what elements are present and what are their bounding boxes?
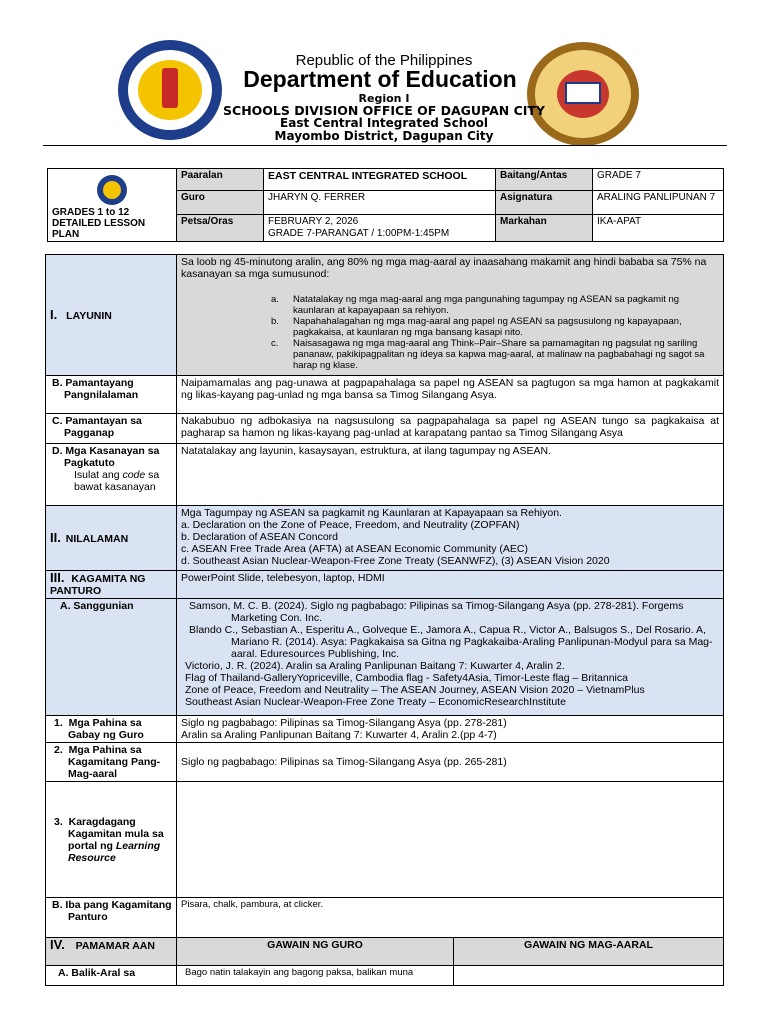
objective-item: a. Natatalakay ng mga mag-aaral ang mga pangunahing tagumpay ng ASEAN sa pagkamit ng kaunlaran at kapayapaan sa rehiyon.: [271, 294, 680, 316]
reference-item: Flag of Thailand-GalleryYopriceville, Cambodia flag - Safety4Asia, Timor-Leste flag – Britannica: [185, 672, 628, 684]
pamantayan-pagganap-text: Nakabubuo ng adbokasiya na nagsusulong sa pagpapahalaga sa papel ng ASEAN tungo sa pagkakaisa at pagharap sa hamon ng likas-kayang pag-unlad at karapatang pantao sa Timog Silangang Asya: [177, 414, 724, 444]
guro-label: Guro: [177, 191, 264, 215]
objective-item: b. Napahahalagahan ng mga mag-aaral ang papel ng ASEAN sa pagsusulong ng kapayapaan, pagkakaisa, at kaunlaran ng mga bansang kasapi nito.: [271, 316, 682, 338]
pamantayan-pagganap-row: [46, 414, 724, 444]
pamamaraan-roman: IV.: [50, 937, 65, 952]
layunin-label: LAYUNIN: [66, 309, 112, 322]
kasanayan-label: D. Mga Kasanayan sa Pagkatuto: [52, 445, 160, 469]
pahina-guro-row: [46, 716, 724, 743]
pamamaraan-label: PAMAMAR AAN: [75, 940, 155, 952]
kagamitan-label-cell: [46, 571, 177, 599]
sanggunian-content: [177, 599, 724, 716]
header-divider: [43, 145, 727, 146]
reference-item: Zone of Peace, Freedom and Neutrality – The ASEAN Journey, ASEAN Vision 2020 – VietnamPlus: [185, 684, 645, 696]
objective-item: c. Naisasagawa ng mga mag-aaral ang Think–Pair–Share sa pamamagitan ng pagsulat ng sariling pananaw, pakikipagpalitan ng ideya sa kapwa mag-aaral, at malinaw na pagbabahagi ng sagot sa harap ng klase.: [271, 338, 705, 371]
lesson-plan-table: [45, 254, 724, 986]
karagdagang-label: Karagdagang Kagamitan mula sa portal ng: [68, 815, 164, 852]
markahan-value: IKA-APAT: [593, 215, 724, 242]
balik-aral-guro-text: Bago natin talakayin ang bagong paksa, balikan muna: [177, 966, 454, 986]
kagamitan-roman: III.: [50, 570, 65, 585]
lesson-info-table: [47, 168, 724, 242]
karagdagang-row: [46, 782, 724, 898]
asignatura-label: Asignatura: [496, 191, 593, 215]
objectives-list: [181, 294, 719, 371]
balik-aral-row: [46, 966, 724, 986]
pamantayang-pangnilalaman-label: B. Pamantayang Pangnilalaman: [46, 376, 177, 414]
sanggunian-label: A. Sanggunian: [46, 599, 177, 716]
nilalaman-line: d. Southeast Asian Nuclear-Weapon-Free Zone Treaty (SEANWFZ), (3) ASEAN Vision 2020: [181, 555, 610, 567]
petsa-date: FEBRUARY 2, 2026: [268, 216, 359, 227]
kagamitan-text: PowerPoint Slide, telebesyon, laptop, HDMI: [177, 571, 724, 599]
layunin-intro: Sa loob ng 45-minutong aralin, ang 80% ng mga mag-aaral ay inaasahang makamit ang hindi bababa sa 75% na kasanayan sa mga sumusunod:: [181, 256, 707, 280]
reference-item: Blando C., Sebastian A., Esperitu A., Golveque E., Jamora A., Capua R., Victor A., Balsugos S., Del Rosario. A, Mariano R. (2014). Asya: Pagkakaisa sa Gitna ng Pagkakaiba-Araling Panlipunan-Modyul para sa Mag-aaral. Eduresources Publishing, Inc.: [189, 624, 713, 660]
nilalaman-row: [46, 506, 724, 571]
district-heading: Mayombo District, Dagupan City: [274, 129, 494, 143]
pahina-guro-line: Aralin sa Araling Panlipunan Baitang 7: Kuwarter 4, Aralin 2.(pp 4-7): [181, 729, 497, 741]
gawain-mag-aaral-header: GAWAIN NG MAG-AARAL: [454, 938, 724, 966]
sanggunian-row: [46, 599, 724, 716]
pahina-guro-number: 1.: [54, 717, 63, 729]
nilalaman-label: NILALAMAN: [65, 532, 129, 545]
pamantayan-pagganap-label: C. Pamantayan sa Pagganap: [46, 414, 177, 444]
region-heading: Region I: [358, 92, 410, 105]
kasanayan-row: [46, 444, 724, 506]
nilalaman-line: a. Declaration on the Zone of Peace, Freedom, and Neutrality (ZOPFAN): [181, 519, 520, 531]
iba-pang-label: B. Iba pang Kagamitang Panturo: [46, 898, 177, 938]
pahina-guro-label-cell: [46, 716, 177, 743]
nilalaman-line: b. Declaration of ASEAN Concord: [181, 531, 338, 543]
guro-value: JHARYN Q. FERRER: [264, 191, 496, 215]
baitang-label: Baitang/Antas: [496, 169, 593, 191]
plan-label: GRADES 1 to 12 DETAILED LESSON PLAN: [52, 207, 146, 240]
petsa-label: Petsa/Oras: [177, 215, 264, 242]
pahina-guro-label: Mga Pahina sa Gabay ng Guro: [68, 717, 144, 741]
pahina-guro-content: [177, 716, 724, 743]
division-heading: SCHOOLS DIVISION OFFICE OF DAGUPAN CITY: [223, 103, 545, 118]
nilalaman-line: Mga Tagumpay ng ASEAN sa pagkamit ng Kaunlaran at Kapayapaan sa Rehiyon.: [181, 507, 562, 519]
pahina-mag-aaral-number: 2.: [54, 744, 63, 756]
karagdagang-label-italic: Learning Resource: [68, 839, 161, 864]
balik-aral-mag-aaral-text: [454, 966, 724, 986]
kasanayan-label-cell: [46, 444, 177, 506]
pamantayang-pangnilalaman-text: Naipamamalas ang pag-unawa at pagpapahalaga sa papel ng ASEAN sa pagtugon sa mga hamon at pagkakamit ng likas-kayang pag-unlad ng mga bansa sa Timog Silangang Asya.: [177, 376, 724, 414]
iba-pang-row: [46, 898, 724, 938]
nilalaman-roman: II.: [50, 529, 61, 545]
kasanayan-note: Isulat ang code sa bawat kasanayan: [74, 469, 160, 493]
kasanayan-text: Natatalakay ang layunin, kasaysayan, estruktura, at ilang tagumpay ng ASEAN.: [177, 444, 724, 506]
reference-item: Samson, M. C. B. (2024). Siglo ng pagbabago: Pilipinas sa Timog-Silangang Asya (pp. 278-281). Forgems Marketing Con. Inc.: [189, 600, 684, 624]
paaralan-value: EAST CENTRAL INTEGRATED SCHOOL: [264, 169, 496, 191]
nilalaman-label-cell: [46, 506, 177, 571]
pamamaraan-label-cell: [46, 938, 177, 966]
kagamitan-label: KAGAMITA NG PANTURO: [50, 573, 146, 597]
petsa-value: [264, 215, 496, 242]
asignatura-value: ARALING PANLIPUNAN 7: [593, 191, 724, 215]
karagdagang-number: 3.: [54, 815, 63, 828]
school-heading: East Central Integrated School: [280, 116, 488, 130]
gawain-guro-header: GAWAIN NG GURO: [177, 938, 454, 966]
pahina-mag-aaral-text: Siglo ng pagbabago: Pilipinas sa Timog-Silangang Asya (pp. 265-281): [177, 743, 724, 782]
pahina-guro-line: Siglo ng pagbabago: Pilipinas sa Timog-Silangang Asya (pp. 278-281): [181, 717, 507, 729]
nilalaman-line: c. ASEAN Free Trade Area (AFTA) at ASEAN Economic Community (AEC): [181, 543, 528, 555]
balik-aral-label: A. Balik-Aral sa: [46, 966, 177, 986]
kagamitan-row: [46, 571, 724, 599]
pahina-mag-aaral-label-cell: [46, 743, 177, 782]
iba-pang-text: Pisara, chalk, pambura, at clicker.: [177, 898, 724, 938]
department-heading: Department of Education: [243, 66, 517, 92]
reference-item: Victorio, J. R. (2024). Aralin sa Araling Panlipunan Baitang 7: Kuwarter 4, Aralin 2.: [185, 660, 565, 672]
nilalaman-content: [177, 506, 724, 571]
karagdagang-text: [177, 782, 724, 898]
markahan-label: Markahan: [496, 215, 593, 242]
paaralan-label: Paaralan: [177, 169, 264, 191]
plan-label-cell: [48, 169, 177, 242]
pahina-mag-aaral-label: Mga Pahina sa Kagamitang Pang-Mag-aaral: [68, 744, 161, 780]
deped-seal-icon: [97, 175, 127, 205]
reference-item: Southeast Asian Nuclear-Weapon-Free Zone Treaty – EconomicResearchInstitute: [185, 696, 566, 708]
pahina-mag-aaral-row: [46, 743, 724, 782]
pamamaraan-row: [46, 938, 724, 966]
baitang-value: GRADE 7: [593, 169, 724, 191]
layunin-label-cell: [46, 255, 177, 376]
layunin-roman: I.: [50, 306, 58, 322]
petsa-time: GRADE 7-PARANGAT / 1:00PM-1:45PM: [268, 228, 450, 239]
layunin-content: [177, 255, 724, 376]
layunin-row: [46, 255, 724, 376]
karagdagang-label-cell: [46, 782, 177, 898]
republic-heading: Republic of the Philippines: [295, 52, 473, 69]
pamantayang-pangnilalaman-row: [46, 376, 724, 414]
